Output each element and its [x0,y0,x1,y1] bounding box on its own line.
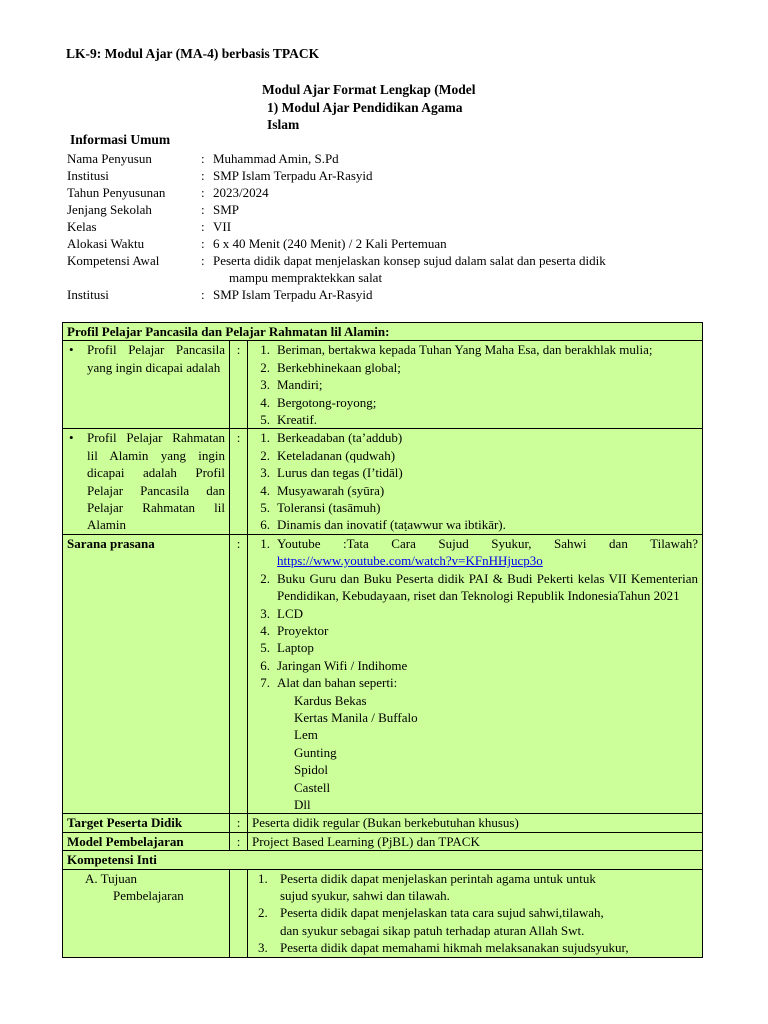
youtube-link[interactable]: https://www.youtube.com/watch?v=KFnHHjucp3o [277,553,543,569]
material-item: Kertas Manila / Buffalo [294,709,418,725]
list-item: 4. Musyawarah (syūra) [260,482,385,498]
list-item: 1. Peserta didik dapat menjelaskan perintah agama untuk untuk sujud syukur, sahwi dan tilawah. [258,870,596,903]
module-table [62,322,703,958]
list-item: 6. Dinamis dan inovatif (taṭawwur wa ibtikār). [260,517,506,533]
list-item: 3. Mandiri; [260,377,323,393]
info-value: Muhammad Amin, S.Pd [213,151,339,166]
info-value: SMP [213,202,240,217]
core-competence-heading: Kompetensi Inti [63,851,703,869]
list-item: 3. Lurus dan tegas (I’tidāl) [260,465,403,481]
target-students-value: Peserta didik regular (Bukan berkebutuhan khusus) [248,814,703,832]
pancasila-label-cell [63,341,230,429]
info-value-multiline [213,252,707,286]
pancasila-profile-row [63,341,703,429]
module-title [262,81,512,134]
colon-cell: : [230,341,248,429]
learning-model-row [63,832,703,850]
info-label: Institusi [67,168,109,183]
info-label: Tahun Penyusunan [67,185,166,200]
pancasila-list [252,341,698,428]
info-value: SMP Islam Terpadu Ar-Rasyid [213,168,373,183]
material-item: Kardus Bekas [294,692,367,708]
facilities-list [252,535,698,692]
objectives-letter: A. [85,870,98,886]
material-item: Castell [294,779,331,795]
objectives-list [252,870,698,957]
list-item: 1. Beriman, bertakwa kepada Tuhan Yang Maha Esa, dan berakhlak mulia; [260,342,653,358]
material-item: Gunting [294,744,337,760]
core-competence-row [63,851,703,869]
info-row-institution [67,167,707,184]
list-item: 2. Keteladanan (qudwah) [260,447,396,463]
learning-model-value: Project Based Learning (PjBL) dan TPACK [248,832,703,850]
list-item: 7. Alat dan bahan seperti: [260,675,398,691]
objectives-label-line2: Pembelajaran [113,888,184,903]
info-value: VII [213,219,232,234]
material-item: Dll [294,796,311,812]
module-title-line: Modul Ajar Format Lengkap (Model [262,82,476,97]
info-row-time-allocation [67,235,707,252]
rahmatan-label-cell [63,429,230,534]
rahmatan-label: Profil Pelajar Rahmatan lil Alamin yang ingin dicapai adalah Profil Pelajar Pancasila dan Pelajar Rahmatan lil Alamin [87,430,225,533]
info-value: SMP Islam Terpadu Ar-Rasyid [213,287,373,302]
objectives-label-cell [63,869,230,957]
material-item: Lem [294,727,318,743]
material-item: Spidol [294,762,328,778]
info-label: Kelas [67,219,97,234]
learning-model-label: Model Pembelajaran [63,832,230,850]
facilities-label: Sarana prasana [63,534,230,814]
info-label: Alokasi Waktu [67,236,145,251]
target-students-row [63,814,703,832]
rahmatan-profile-row [63,429,703,534]
objectives-label-line1: Tujuan [100,870,138,886]
info-value: 2023/2024 [213,185,269,200]
info-label: Nama Penyusun [67,151,152,166]
info-row-author [67,150,707,167]
list-item: 5. Toleransi (tasāmuh) [260,500,381,516]
profile-header-row [63,323,703,341]
info-colon: : [201,202,205,217]
profile-header: Profil Pelajar Pancasila dan Pelajar Rahmatan lil Alamin: [63,323,703,341]
list-item: 3. Peserta didik dapat memahami hikmah melaksanakan sujudsyukur, [258,940,629,956]
info-colon: : [201,185,205,200]
info-row-institution-2 [67,286,707,303]
info-row-school-level [67,201,707,218]
info-colon: : [201,287,205,302]
info-colon: : [201,236,205,251]
rahmatan-items-cell [248,429,703,534]
list-item: 2. Buku Guru dan Buku Peserta didik PAI & Budi Pekerti kelas VII Kementerian Pendidikan, Kebudayaan, riset dan Teknologi Republik IndonesiaTahun 2021 [260,570,699,604]
info-row-initial-competence [67,252,707,286]
empty-cell [230,869,248,957]
list-item: 4. Proyektor [260,622,329,638]
info-label: Jenjang Sekolah [67,202,152,217]
module-title-line: 1) Modul Ajar Pendidikan Agama [267,99,463,115]
list-item: 1. Berkeadaban (ta’addub) [260,430,403,446]
info-row-year [67,184,707,201]
general-info-heading: Informasi Umum [70,132,171,147]
list-item: 6. Jaringan Wifi / Indihome [260,657,408,673]
info-value: 6 x 40 Menit (240 Menit) / 2 Kali Pertemuan [213,236,447,251]
colon-cell: : [230,429,248,534]
bullet-icon: • [69,342,74,358]
list-item: 4. Bergotong-royong; [260,394,377,410]
colon-cell: : [230,814,248,832]
materials-list [252,692,698,814]
info-value: Peserta didik dapat menjelaskan konsep sujud dalam salat dan peserta didik [213,253,606,268]
general-info-list [67,150,707,303]
list-item: 2. Berkebhinekaan global; [260,359,401,375]
pancasila-label: Profil Pelajar Pancasila yang ingin dicapai adalah [87,342,225,375]
list-item: 2. Peserta didik dapat menjelaskan tata cara sujud sahwi,tilawah, dan syukur sebagai sikap patuh terhadap aturan Allah Swt. [258,905,604,938]
document-title: LK-9: Modul Ajar (MA-4) berbasis TPACK [66,46,320,61]
target-students-label: Target Peserta Didik [63,814,230,832]
learning-objectives-row [63,869,703,957]
info-row-class [67,218,707,235]
bullet-icon: • [69,430,74,446]
info-colon: : [201,151,205,166]
facilities-items-cell [248,534,703,814]
youtube-reference: Youtube :Tata Cara Sujud Syukur, Sahwi dan Tilawah? [277,535,699,551]
info-label: Institusi [67,287,109,302]
list-item: 5. Kreatif. [260,412,318,428]
info-value-continued: mampu mempraktekkan salat [229,270,383,285]
colon-cell: : [230,534,248,814]
info-colon: : [201,219,205,234]
facilities-row [63,534,703,814]
info-colon: : [201,168,205,183]
info-colon: : [201,253,205,268]
info-label: Kompetensi Awal [67,253,160,268]
module-title-line: Islam [267,117,300,132]
list-item: 3. LCD [260,605,303,621]
pancasila-items-cell [248,341,703,429]
objectives-items-cell [248,869,703,957]
colon-cell: : [230,832,248,850]
list-item: 1. Youtube :Tata Cara Sujud Syukur, Sahwi dan Tilawah? https://www.youtube.com/watch?v=KFnHHjucp3o [260,535,699,569]
list-item: 5. Laptop [260,640,314,656]
rahmatan-list [252,429,698,533]
